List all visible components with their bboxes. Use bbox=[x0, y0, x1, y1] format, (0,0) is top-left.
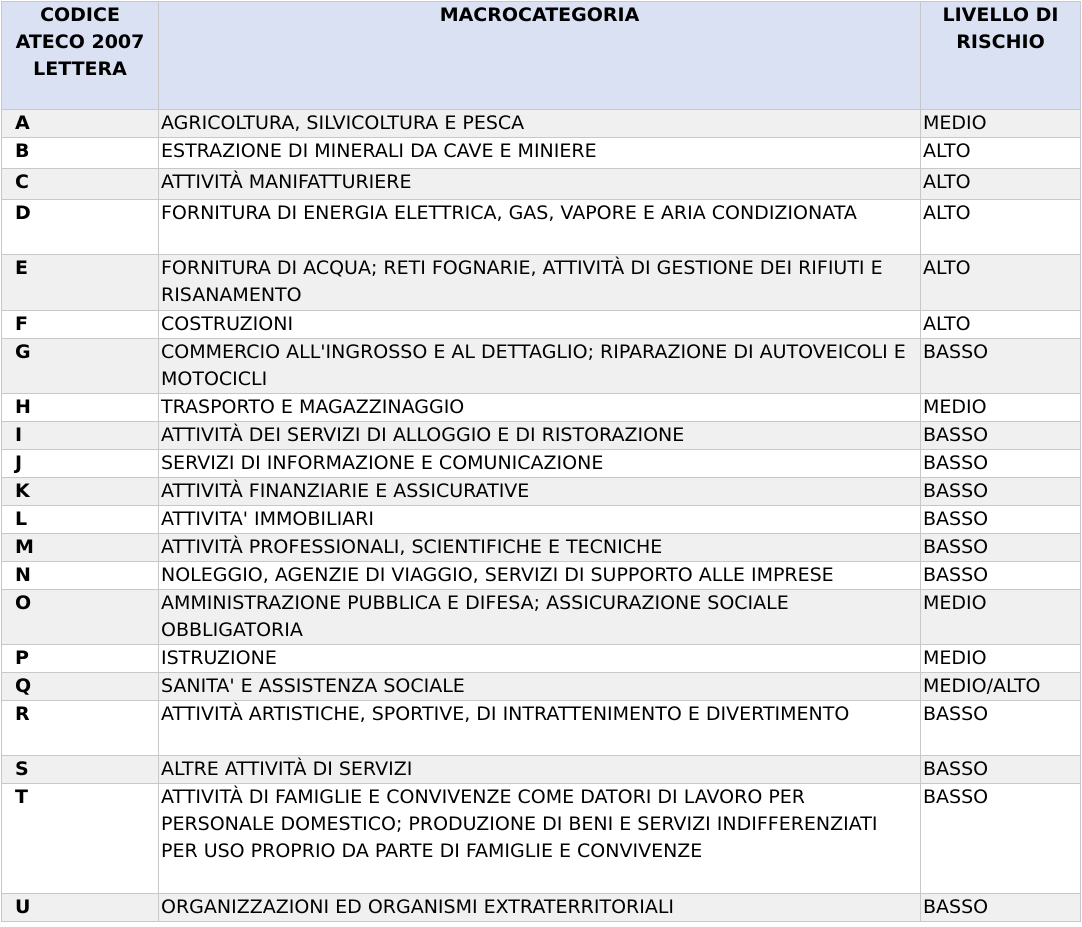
code-cell: J bbox=[2, 450, 159, 478]
code-cell: B bbox=[2, 138, 159, 169]
table-row bbox=[2, 255, 1081, 311]
macrocategory-cell: COMMERCIO ALL'INGROSSO E AL DETTAGLIO; RIPARAZIONE DI AUTOVEICOLI E MOTOCICLI bbox=[159, 339, 921, 394]
code-cell: P bbox=[2, 645, 159, 673]
table-row bbox=[2, 169, 1081, 200]
macrocategory-cell: ORGANIZZAZIONI ED ORGANISMI EXTRATERRITORIALI bbox=[159, 894, 921, 922]
macrocategory-cell: ATTIVITÀ PROFESSIONALI, SCIENTIFICHE E TECNICHE bbox=[159, 534, 921, 562]
macrocategory-cell: ALTRE ATTIVITÀ DI SERVIZI bbox=[159, 756, 921, 784]
code-cell: R bbox=[2, 701, 159, 756]
code-cell: K bbox=[2, 478, 159, 506]
table-row bbox=[2, 645, 1081, 673]
macrocategory-cell: AGRICOLTURA, SILVICOLTURA E PESCA bbox=[159, 110, 921, 138]
risk-cell: BASSO bbox=[921, 478, 1081, 506]
code-cell: C bbox=[2, 169, 159, 200]
risk-cell: BASSO bbox=[921, 506, 1081, 534]
risk-cell: ALTO bbox=[921, 169, 1081, 200]
risk-cell: MEDIO bbox=[921, 590, 1081, 645]
macrocategory-cell: COSTRUZIONI bbox=[159, 311, 921, 339]
code-cell: H bbox=[2, 394, 159, 422]
table-row bbox=[2, 138, 1081, 169]
header-code: CODICE ATECO 2007 LETTERA bbox=[2, 2, 159, 110]
code-cell: A bbox=[2, 110, 159, 138]
code-cell: O bbox=[2, 590, 159, 645]
code-cell: E bbox=[2, 255, 159, 311]
risk-cell: BASSO bbox=[921, 534, 1081, 562]
risk-cell: BASSO bbox=[921, 339, 1081, 394]
macrocategory-cell: ATTIVITÀ DI FAMIGLIE E CONVIVENZE COME DATORI DI LAVORO PER PERSONALE DOMESTICO; PRODUZIONE DI BENI E SERVIZI INDIFFERENZIATI PER USO PROPRIO DA PARTE DI FAMIGLIE E CONVIVENZE bbox=[159, 784, 921, 894]
risk-cell: BASSO bbox=[921, 756, 1081, 784]
macrocategory-cell: FORNITURA DI ACQUA; RETI FOGNARIE, ATTIVITÀ DI GESTIONE DEI RIFIUTI E RISANAMENTO bbox=[159, 255, 921, 311]
macrocategory-cell: ISTRUZIONE bbox=[159, 645, 921, 673]
code-cell: G bbox=[2, 339, 159, 394]
table-row bbox=[2, 506, 1081, 534]
macrocategory-cell: ATTIVITÀ ARTISTICHE, SPORTIVE, DI INTRATTENIMENTO E DIVERTIMENTO bbox=[159, 701, 921, 756]
risk-cell: BASSO bbox=[921, 562, 1081, 590]
header-macrocategory: MACROCATEGORIA bbox=[159, 2, 921, 110]
table-row bbox=[2, 701, 1081, 756]
macrocategory-cell: TRASPORTO E MAGAZZINAGGIO bbox=[159, 394, 921, 422]
table-row bbox=[2, 673, 1081, 701]
code-cell: S bbox=[2, 756, 159, 784]
code-cell: I bbox=[2, 422, 159, 450]
code-cell: U bbox=[2, 894, 159, 922]
table-row bbox=[2, 339, 1081, 394]
code-cell: L bbox=[2, 506, 159, 534]
table-row bbox=[2, 200, 1081, 255]
macrocategory-cell: ATTIVITÀ MANIFATTURIERE bbox=[159, 169, 921, 200]
table-row bbox=[2, 534, 1081, 562]
risk-cell: ALTO bbox=[921, 255, 1081, 311]
table-row bbox=[2, 784, 1081, 894]
risk-cell: BASSO bbox=[921, 701, 1081, 756]
table-row bbox=[2, 450, 1081, 478]
macrocategory-cell: ATTIVITÀ FINANZIARIE E ASSICURATIVE bbox=[159, 478, 921, 506]
code-cell: T bbox=[2, 784, 159, 894]
macrocategory-cell: ATTIVITA' IMMOBILIARI bbox=[159, 506, 921, 534]
macrocategory-cell: ATTIVITÀ DEI SERVIZI DI ALLOGGIO E DI RISTORAZIONE bbox=[159, 422, 921, 450]
table-row bbox=[2, 422, 1081, 450]
risk-cell: BASSO bbox=[921, 894, 1081, 922]
ateco-risk-table bbox=[1, 1, 1081, 922]
macrocategory-cell: NOLEGGIO, AGENZIE DI VIAGGIO, SERVIZI DI SUPPORTO ALLE IMPRESE bbox=[159, 562, 921, 590]
table-row bbox=[2, 110, 1081, 138]
risk-cell: ALTO bbox=[921, 200, 1081, 255]
risk-cell: BASSO bbox=[921, 422, 1081, 450]
risk-cell: MEDIO/ALTO bbox=[921, 673, 1081, 701]
macrocategory-cell: SANITA' E ASSISTENZA SOCIALE bbox=[159, 673, 921, 701]
code-cell: Q bbox=[2, 673, 159, 701]
table-row bbox=[2, 394, 1081, 422]
table-row bbox=[2, 756, 1081, 784]
table-row bbox=[2, 562, 1081, 590]
header-risk-level: LIVELLO DI RISCHIO bbox=[921, 2, 1081, 110]
table-row bbox=[2, 478, 1081, 506]
table-row bbox=[2, 311, 1081, 339]
macrocategory-cell: ESTRAZIONE DI MINERALI DA CAVE E MINIERE bbox=[159, 138, 921, 169]
macrocategory-cell: SERVIZI DI INFORMAZIONE E COMUNICAZIONE bbox=[159, 450, 921, 478]
risk-cell: MEDIO bbox=[921, 645, 1081, 673]
code-cell: M bbox=[2, 534, 159, 562]
code-cell: N bbox=[2, 562, 159, 590]
macrocategory-cell: AMMINISTRAZIONE PUBBLICA E DIFESA; ASSICURAZIONE SOCIALE OBBLIGATORIA bbox=[159, 590, 921, 645]
code-cell: D bbox=[2, 200, 159, 255]
table-row bbox=[2, 590, 1081, 645]
header-row bbox=[2, 2, 1081, 110]
code-cell: F bbox=[2, 311, 159, 339]
table-body bbox=[2, 110, 1081, 922]
risk-cell: MEDIO bbox=[921, 110, 1081, 138]
risk-cell: ALTO bbox=[921, 138, 1081, 169]
risk-cell: BASSO bbox=[921, 784, 1081, 894]
macrocategory-cell: FORNITURA DI ENERGIA ELETTRICA, GAS, VAPORE E ARIA CONDIZIONATA bbox=[159, 200, 921, 255]
risk-cell: MEDIO bbox=[921, 394, 1081, 422]
table-row bbox=[2, 894, 1081, 922]
risk-cell: ALTO bbox=[921, 311, 1081, 339]
risk-cell: BASSO bbox=[921, 450, 1081, 478]
